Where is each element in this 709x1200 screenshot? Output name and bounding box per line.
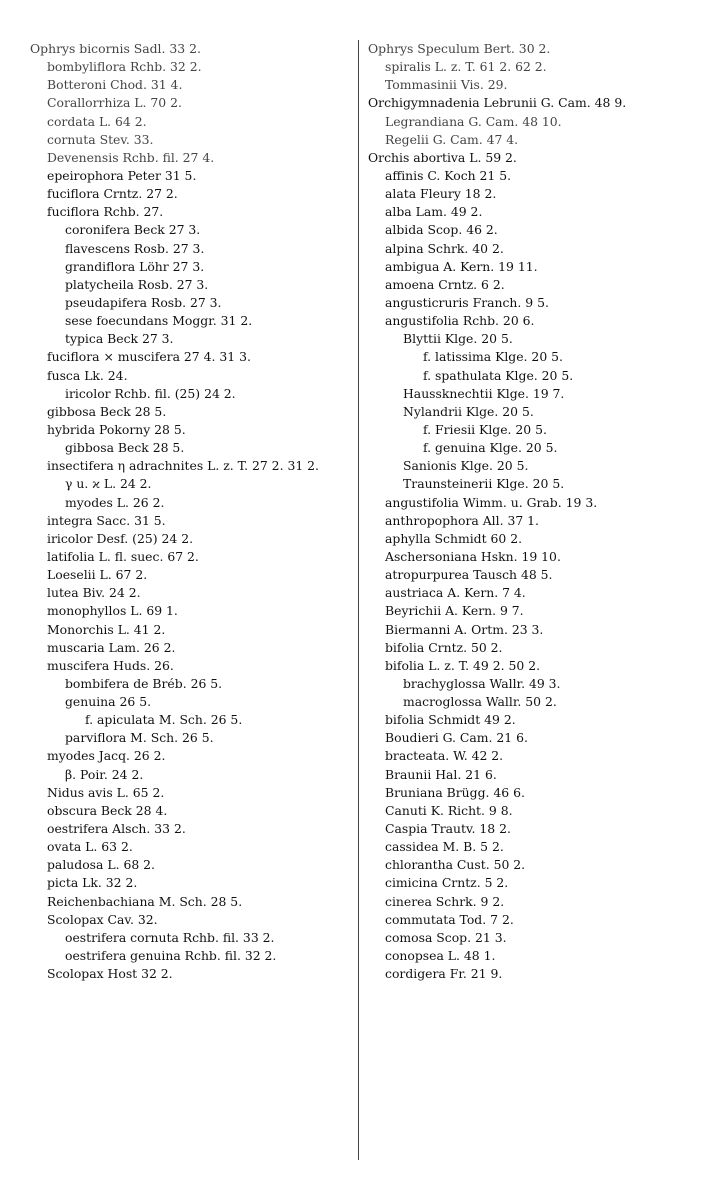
index-entry: muscaria Lam. 26 2.	[47, 639, 176, 655]
index-entry: γ u. ϰ L. 24 2.	[65, 476, 152, 492]
index-entry: amoena Crntz. 6 2.	[385, 276, 505, 292]
index-entry: oestrifera cornuta Rchb. fil. 33 2.	[65, 929, 275, 945]
index-entry: Scolopax Cav. 32.	[47, 911, 158, 927]
index-entry: alata Fleury 18 2.	[385, 186, 497, 202]
index-entry: parviflora M. Sch. 26 5.	[65, 730, 214, 746]
index-entry: integra Sacc. 31 5.	[47, 512, 166, 528]
index-entry: albida Scop. 46 2.	[385, 222, 498, 238]
index-entry: Monorchis L. 41 2.	[47, 621, 166, 637]
index-entry: bombifera de Bréb. 26 5.	[65, 675, 223, 691]
index-entry: chlorantha Cust. 50 2.	[385, 857, 526, 873]
index-entry: aphylla Schmidt 60 2.	[385, 530, 523, 546]
index-entry: insectifera η adrachnites L. z. T. 27 2. 31 2.	[47, 458, 319, 474]
index-entry: Aschersoniana Hskn. 19 10.	[385, 548, 561, 564]
index-entry: paludosa L. 68 2.	[47, 857, 155, 873]
index-entry: iricolor Desf. (25) 24 2.	[47, 530, 194, 546]
index-entry: Traunsteinerii Klge. 20 5.	[403, 476, 565, 492]
index-entry: hybrida Pokorny 28 5.	[47, 421, 186, 437]
index-entry: Scolopax Host 32 2.	[47, 966, 173, 982]
index-entry: Orchis abortiva L. 59 2.	[368, 149, 517, 165]
index-entry: Regelii G. Cam. 47 4.	[385, 131, 519, 147]
index-entry: Nylandrii Klge. 20 5.	[403, 403, 534, 419]
index-entry: angusticruris Franch. 9 5.	[385, 294, 549, 310]
index-entry: Devenensis Rchb. fil. 27 4.	[47, 149, 215, 165]
index-entry: Legrandiana G. Cam. 48 10.	[385, 113, 562, 129]
index-entry: oestrifera genuina Rchb. fil. 32 2.	[65, 948, 277, 964]
index-entry: Sanionis Klge. 20 5.	[403, 458, 529, 474]
index-column-right	[368, 40, 698, 983]
index-entry: f. spathulata Klge. 20 5.	[423, 367, 574, 383]
index-entry: picta Lk. 32 2.	[47, 875, 138, 891]
index-entry: myodes L. 26 2.	[65, 494, 165, 510]
index-entry: sese foecundans Moggr. 31 2.	[65, 313, 253, 329]
index-entry: Botteroni Chod. 31 4.	[47, 77, 183, 93]
index-entry: Ophrys Speculum Bert. 30 2.	[368, 41, 551, 56]
index-entry: anthropophora All. 37 1.	[385, 512, 539, 528]
index-entry: myodes Jacq. 26 2.	[47, 748, 166, 764]
index-entry: alba Lam. 49 2.	[385, 204, 483, 220]
index-entry: cornuta Stev. 33.	[47, 131, 154, 147]
index-entry: grandiflora Löhr 27 3.	[65, 258, 205, 274]
index-entry: iricolor Rchb. fil. (25) 24 2.	[65, 385, 236, 401]
index-entry: cimicina Crntz. 5 2.	[385, 875, 509, 891]
index-entry: comosa Scop. 21 3.	[385, 929, 507, 945]
index-entry: Blyttii Klge. 20 5.	[403, 331, 513, 347]
column-divider	[358, 40, 359, 1160]
index-entry: oestrifera Alsch. 33 2.	[47, 821, 186, 837]
index-entry: bifolia Schmidt 49 2.	[385, 712, 516, 728]
index-entry: Caspia Trautv. 18 2.	[385, 821, 511, 837]
index-entry: angustifolia Wimm. u. Grab. 19 3.	[385, 494, 598, 510]
index-entry: Loeselii L. 67 2.	[47, 567, 148, 583]
index-entry: f. apiculata M. Sch. 26 5.	[85, 712, 243, 728]
index-entry: brachyglossa Wallr. 49 3.	[403, 675, 561, 691]
index-entry: gibbosa Beck 28 5.	[65, 440, 185, 456]
index-entry: β. Poir. 24 2.	[65, 766, 144, 782]
index-entry: commutata Tod. 7 2.	[385, 911, 514, 927]
index-entry: genuina 26 5.	[65, 694, 152, 710]
index-entry: Bruniana Brügg. 46 6.	[385, 784, 525, 800]
index-entry: Reichenbachiana M. Sch. 28 5.	[47, 893, 243, 909]
index-entry: cordigera Fr. 21 9.	[385, 966, 503, 982]
index-entry: bifolia Crntz. 50 2.	[385, 639, 503, 655]
index-entry: bracteata. W. 42 2.	[385, 748, 504, 764]
index-entry: angustifolia Rchb. 20 6.	[385, 313, 535, 329]
index-entry: ambigua A. Kern. 19 11.	[385, 258, 538, 274]
index-entry: conopsea L. 48 1.	[385, 948, 496, 964]
index-entry: austriaca A. Kern. 7 4.	[385, 585, 526, 601]
index-entry: Corallorrhiza L. 70 2.	[47, 95, 182, 111]
index-entry: muscifera Huds. 26.	[47, 657, 174, 673]
index-entry: bifolia L. z. T. 49 2. 50 2.	[385, 657, 541, 673]
index-entry: typica Beck 27 3.	[65, 331, 174, 347]
index-entry: monophyllos L. 69 1.	[47, 603, 178, 619]
index-entry: affinis C. Koch 21 5.	[385, 167, 512, 183]
index-column-left	[30, 40, 352, 983]
index-entry: cassidea M. B. 5 2.	[385, 839, 504, 855]
index-entry: Canuti K. Richt. 9 8.	[385, 802, 513, 818]
index-entry: fuciflora × muscifera 27 4. 31 3.	[47, 349, 251, 365]
index-entry: Boudieri G. Cam. 21 6.	[385, 730, 528, 746]
index-entry: fuciflora Crntz. 27 2.	[47, 186, 178, 202]
index-entry: Beyrichii A. Kern. 9 7.	[385, 603, 524, 619]
index-entry: Braunii Hal. 21 6.	[385, 766, 497, 782]
index-entry: f. latissima Klge. 20 5.	[423, 349, 563, 365]
index-entry: spiralis L. z. T. 61 2. 62 2.	[385, 59, 547, 75]
index-entry: atropurpurea Tausch 48 5.	[385, 567, 553, 583]
index-entry: lutea Biv. 24 2.	[47, 585, 141, 601]
index-entry: Tommasinii Vis. 29.	[385, 77, 508, 93]
index-entry: ovata L. 63 2.	[47, 839, 133, 855]
index-entry: macroglossa Wallr. 50 2.	[403, 694, 557, 710]
index-entry: Haussknechtii Klge. 19 7.	[403, 385, 565, 401]
index-entry: f. Friesii Klge. 20 5.	[423, 421, 547, 437]
index-entry: pseudapifera Rosb. 27 3.	[65, 294, 222, 310]
index-entry: f. genuina Klge. 20 5.	[423, 440, 558, 456]
index-entry: Ophrys bicornis Sadl. 33 2.	[30, 41, 201, 56]
index-entry: coronifera Beck 27 3.	[65, 222, 201, 238]
index-entry: platycheila Rosb. 27 3.	[65, 276, 209, 292]
index-entry: fusca Lk. 24.	[47, 367, 128, 383]
index-entry: epeirophora Peter 31 5.	[47, 167, 197, 183]
index-entry: cinerea Schrk. 9 2.	[385, 893, 505, 909]
index-entry: Biermanni A. Ortm. 23 3.	[385, 621, 544, 637]
index-entry: Nidus avis L. 65 2.	[47, 784, 165, 800]
index-entry: Orchigymnadenia Lebrunii G. Cam. 48 9.	[368, 95, 627, 111]
index-entry: cordata L. 64 2.	[47, 113, 147, 129]
index-entry: bombyliflora Rchb. 32 2.	[47, 59, 202, 75]
index-entry: latifolia L. fl. suec. 67 2.	[47, 548, 199, 564]
index-entry: obscura Beck 28 4.	[47, 802, 168, 818]
index-entry: flavescens Rosb. 27 3.	[65, 240, 205, 256]
index-entry: fuciflora Rchb. 27.	[47, 204, 164, 220]
index-entry: alpina Schrk. 40 2.	[385, 240, 504, 256]
index-entry: gibbosa Beck 28 5.	[47, 403, 167, 419]
